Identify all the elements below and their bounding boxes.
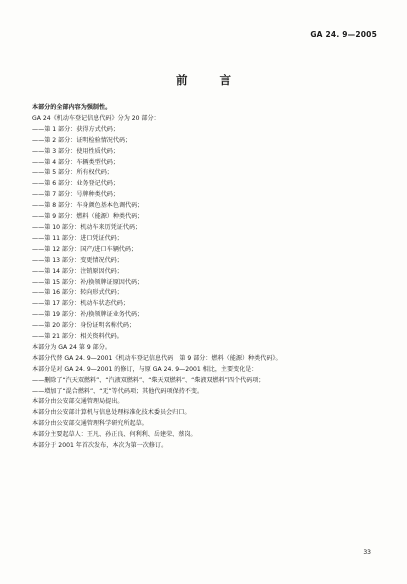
page-title: 前 言 (175, 73, 245, 87)
paragraph-line: 本部分由公安部交通管理科学研究所起草。 (32, 420, 148, 428)
part-list-item: ——第 9 部分：燃料（能源）种类代码； (32, 213, 144, 221)
part-list-item: ——第 6 部分：业务登记代码； (32, 180, 119, 188)
part-list-item: ——第 8 部分：车身颜色基本色调代码； (32, 202, 144, 210)
mandatory-note: 本部分的全部内容为强制性。 (32, 104, 112, 111)
part-list-item: ——第 10 部分：机动车来历凭证代码； (32, 223, 142, 231)
paragraph-line: ——删除了“汽天双燃料”、“汽液双燃料”、“柴天双燃料”、“柴液双燃料”四个代码项； (32, 376, 265, 384)
part-list-item: ——第 5 部分：所有权代码； (32, 169, 113, 177)
paragraph-line: 本部分于 2001 年首次发布，本次为第一次修订。 (32, 442, 168, 450)
paragraph-line: ——增加了“混合燃料”、“无”等代码项；其他代码项保持不变。 (32, 387, 204, 395)
part-list-item: ——第 7 部分：号牌种类代码； (32, 191, 119, 199)
part-list-item: ——第 17 部分：机动车状态代码； (32, 300, 129, 308)
part-list-item: ——第 13 部分：变更情况代码； (32, 256, 123, 264)
paragraph-line: 本部分由公安部交通管理局提出。 (32, 398, 124, 406)
part-list-item: ——第 4 部分：车辆类型代码； (32, 158, 119, 166)
paragraph-line: 本部分由公安部计算机与信息处理标准化技术委员会归口。 (32, 409, 191, 417)
part-list-item: ——第 21 部分：相关资料代码。 (32, 333, 123, 341)
part-list-item: ——第 12 部分：国产/进口车辆代码； (32, 245, 138, 253)
part-list-item: ——第 2 部分：证明检验情况代码； (32, 136, 132, 144)
part-list-item: ——第 16 部分：转向形式代码； (32, 289, 123, 297)
paragraph-line: 本部分是对 GA 24. 9—2001 的修订，与原 GA 24. 9—2001 相比，主要变化是： (32, 365, 258, 373)
part-list-item: ——第 20 部分：身份证明名称代码； (32, 322, 136, 330)
paragraph-line: 本部分代替 GA 24. 9—2001《机动车登记信息代码 第 9 部分：燃料（能源）种类代码》。 (32, 354, 282, 362)
part-list-item: ——第 14 部分：注销原因代码； (32, 267, 123, 275)
standard-code: GA 24. 9—2005 (310, 30, 377, 39)
part-list-item: ——第 19 部分：补/换领牌证业务代码； (32, 311, 144, 319)
paragraph-line: 本部分为 GA 24 第 9 部分。 (32, 343, 111, 351)
intro-line: GA 24《机动车登记信息代码》分为 20 部分： (32, 114, 160, 122)
part-list-item: ——第 15 部分：补/换领牌证原因代码； (32, 278, 144, 286)
part-list-item: ——第 11 部分：进口凭证代码； (32, 234, 123, 242)
part-list-item: ——第 1 部分：获得方式代码； (32, 125, 119, 133)
part-list-item: ——第 3 部分：使用性质代码； (32, 147, 119, 155)
paragraph-line: 本部分主要起草人：王凡、孙正良、何利利、岳建荣、蔡岗。 (32, 431, 197, 439)
page-number: 33 (363, 549, 371, 556)
body-text (32, 103, 382, 452)
